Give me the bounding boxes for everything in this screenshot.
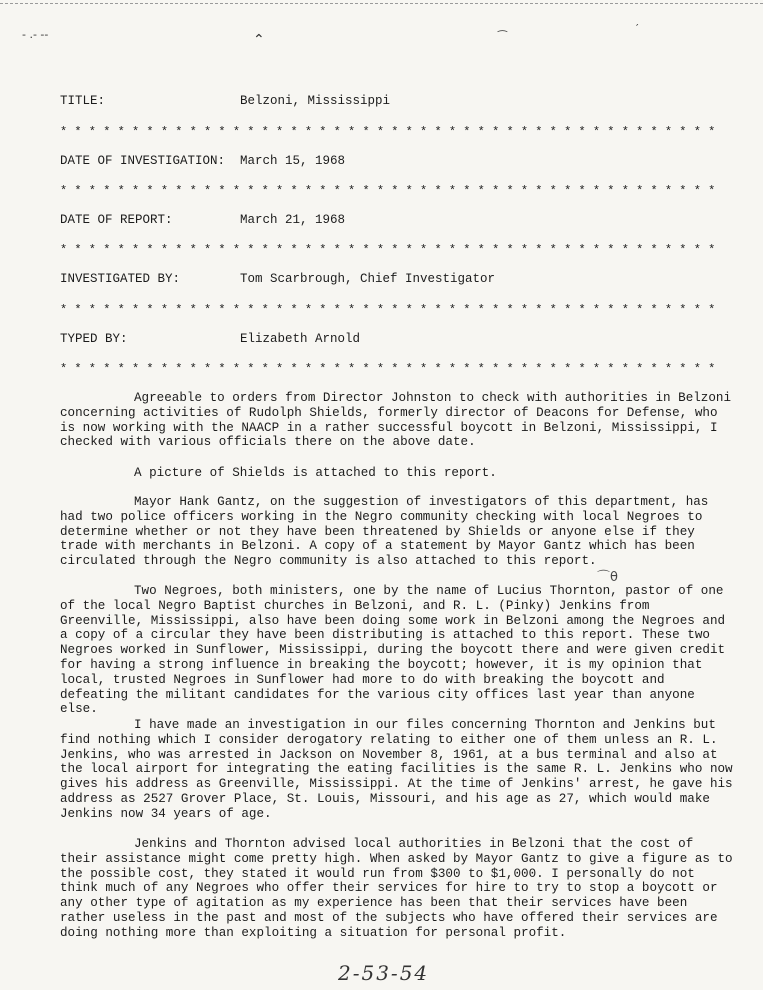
title-label: TITLE: (60, 94, 106, 108)
investigator-label: INVESTIGATED BY: (60, 272, 181, 286)
investigator-field (60, 272, 495, 286)
typist-value: Elizabeth Arnold (240, 332, 361, 346)
investigator-value: Tom Scarbrough, Chief Investigator (240, 272, 496, 286)
separator: * * * * * * * * * * * * * * * * * * * * * * * * * * * * * * * * * * * * * * * * * * * * * * (60, 303, 716, 317)
separator: * * * * * * * * * * * * * * * * * * * * * * * * * * * * * * * * * * * * * * * * * * * * * * (60, 362, 716, 376)
scan-mark: ⁀ (498, 30, 507, 43)
separator: * * * * * * * * * * * * * * * * * * * * * * * * * * * * * * * * * * * * * * * * * * * * * * (60, 184, 716, 198)
body-paragraph: A picture of Shields is attached to this report. (134, 466, 497, 480)
separator: * * * * * * * * * * * * * * * * * * * * * * * * * * * * * * * * * * * * * * * * * * * * * * (60, 125, 716, 139)
scan-mark: ′ (636, 22, 639, 35)
body-paragraph: Agreeable to orders from Director Johnston to check with authorities in Belzoni concerning activities of Rudolph Shields, formerly director of Deacons for Defense, who is now working with the NAACP in a rather successful boycott in Belzoni, Mississippi, I checked with various officials there on the above date. (60, 391, 732, 450)
scan-mark: ⌃ (253, 32, 265, 48)
title-value: Belzoni, Mississippi (240, 94, 391, 108)
typist-label: TYPED BY: (60, 332, 128, 346)
body-paragraph: Two Negroes, both ministers, one by the name of Lucius Thornton, pastor of one of the local Negro Baptist churches in Belzoni, and R. L. (Pinky) Jenkins from Greenville, Mississippi, also have been doing some work in Belzoni among the Negroes and a copy of a circular they have been distributing is attached to this report. These two Negroes worked in Sunflower, Mississippi, during the boycott there and were given credit for having a strong influence in breaking the boycott; however, it is my opinion that local, trusted Negroes in Sunflower had more to do with breaking the boycott and defeating the militant candidates for the various city offices last year than anyone else. (60, 584, 726, 717)
body-paragraph: Jenkins and Thornton advised local authorities in Belzoni that the cost of their assistance might come pretty high. When asked by Mayor Gantz to give a figure as to the possible cost, they stated it would run from $300 to $1,000. I personally do not think much of any Negroes who offer their services for hire to try to stop a boycott or any other type of agitation as my experience has been that their services have been rather useless in the past and most of the subjects who have offered their services are doing nothing more than exploiting a situation for personal profit. (60, 837, 733, 940)
title-field (60, 94, 390, 108)
scan-mark: - .- -- (22, 28, 49, 41)
handwritten-mark: ⌒θ (597, 570, 618, 585)
separator: * * * * * * * * * * * * * * * * * * * * * * * * * * * * * * * * * * * * * * * * * * * * * * (60, 243, 716, 257)
report-date-field (60, 213, 345, 227)
investigation-date-label: DATE OF INVESTIGATION: (60, 154, 226, 168)
typist-field (60, 332, 360, 346)
report-date-label: DATE OF REPORT: (60, 213, 173, 227)
report-date-value: March 21, 1968 (240, 213, 346, 227)
body-paragraph: Mayor Hank Gantz, on the suggestion of investigators of this department, has had two police officers working in the Negro community checking with local Negroes to determine whether or not they have been threatened by Shields or anyone else if they trade with merchants in Belzoni. A copy of a statement by Mayor Gantz which has been circulated through the Negro community is also attached to this report. (60, 495, 709, 569)
body-paragraph: I have made an investigation in our files concerning Thornton and Jenkins but find nothing which I consider derogatory relating to either one of them unless an R. L. Jenkins, who was arrested in Jackson on November 8, 1961, at a bus terminal and also at the local airport for integrating the eating facilities is the same R. L. Jenkins who now gives his address as Greenville, Mississippi. At the time of Jenkins' arrest, he gave his address as 2527 Grover Place, St. Louis, Missouri, and his age as 27, which would make Jenkins now 34 years of age. (60, 718, 733, 821)
top-border (0, 3, 763, 4)
handwritten-document-number: 2-53-54 (338, 961, 430, 985)
investigation-date-value: March 15, 1968 (240, 154, 346, 168)
investigation-date-field (60, 154, 345, 168)
